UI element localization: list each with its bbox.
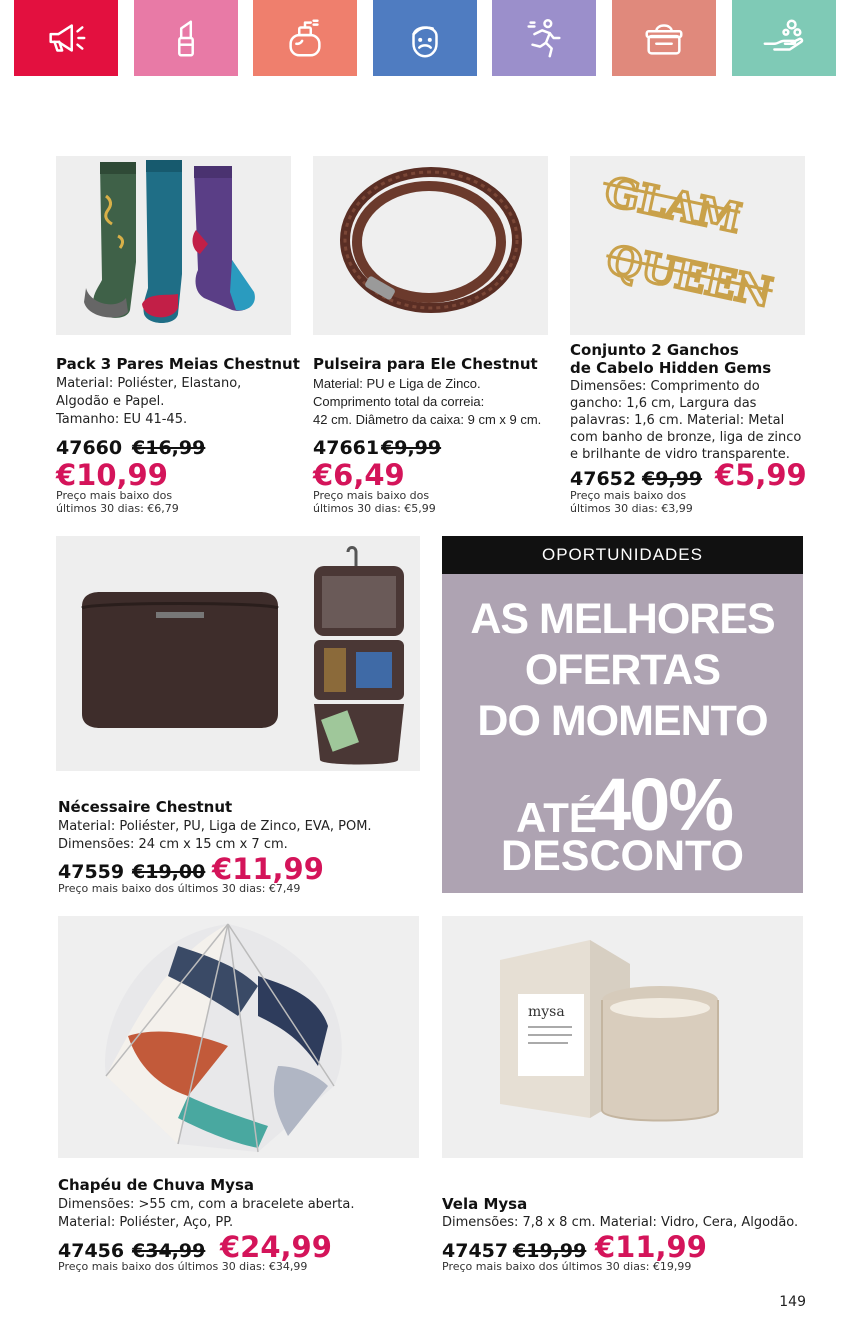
umbrella-desc-line: Material: Poliéster, Aço, PP.	[58, 1215, 234, 1230]
candle-price: €11,99	[595, 1230, 707, 1264]
socks-desc-line: Tamanho: EU 41-45.	[56, 412, 188, 427]
promo-percent: 40%	[590, 763, 733, 846]
bracelet-old-price: €9,99	[381, 437, 442, 459]
clip-word-1: GLAM	[600, 167, 746, 243]
socks-desc-line: Algodão e Papel.	[56, 394, 165, 409]
hairclips-price: €5,99	[715, 458, 807, 492]
necessaire-title: Nécessaire Chestnut	[58, 798, 233, 816]
necessaire-desc-line: Material: Poliéster, PU, Liga de Zinco, EVA, POM.	[58, 819, 372, 834]
hairclips-desc-line: e brilhante de vidro transparente.	[570, 447, 790, 462]
umbrella-desc-line: Dimensões: >55 cm, com a bracelete aberta.	[58, 1197, 355, 1212]
socks-code: 47660	[56, 437, 123, 459]
cream-jar-icon	[641, 15, 687, 61]
umbrella-old-price: €34,99	[132, 1240, 206, 1262]
umbrella-illustration	[58, 916, 419, 1158]
candle-image	[442, 916, 803, 1158]
running-person-icon	[521, 15, 567, 61]
umbrella-image	[58, 916, 419, 1158]
page-number: 149	[779, 1294, 806, 1310]
promo-bar: OPORTUNIDADES	[442, 536, 803, 574]
necessaire-illustration	[56, 536, 420, 771]
necessaire-old-price: €19,00	[132, 861, 206, 883]
tab-body-care[interactable]	[732, 0, 836, 76]
hairclips-desc-line: Dimensões: Comprimento do	[570, 379, 760, 394]
tab-skincare[interactable]	[612, 0, 716, 76]
hairclips-lowest-price: Preço mais baixo dos	[570, 489, 687, 502]
hairclips-desc-line: gancho: 1,6 cm, Largura das	[570, 396, 757, 411]
umbrella-title: Chapéu de Chuva Mysa	[58, 1176, 254, 1194]
hairclips-image	[570, 156, 805, 335]
promo-discount: DESCONTO	[501, 832, 744, 880]
tab-announcements[interactable]	[14, 0, 118, 76]
hairclips-lowest-price: últimos 30 dias: €3,99	[570, 502, 693, 515]
socks-image	[56, 156, 291, 335]
clip-word-2: QUEEN	[602, 236, 777, 317]
bracelet-lowest-price: últimos 30 dias: €5,99	[313, 502, 436, 515]
bracelet-image	[313, 156, 548, 335]
tab-wellness[interactable]	[492, 0, 596, 76]
hairclips-code: 47652	[570, 468, 637, 490]
socks-illustration	[56, 156, 291, 335]
hairclips-title: de Cabelo Hidden Gems	[570, 359, 772, 377]
perfume-icon	[282, 15, 328, 61]
socks-title: Pack 3 Pares Meias Chestnut	[56, 355, 300, 373]
megaphone-icon	[43, 15, 89, 61]
necessaire-lowest-price: Preço mais baixo dos últimos 30 dias: €7,49	[58, 882, 301, 895]
necessaire-price: €11,99	[212, 852, 324, 886]
candle-code: 47457	[442, 1240, 509, 1262]
necessaire-desc-line: Dimensões: 24 cm x 15 cm x 7 cm.	[58, 837, 288, 852]
necessaire-code: 47559	[58, 861, 125, 883]
socks-lowest-price: últimos 30 dias: €6,79	[56, 502, 179, 515]
bracelet-title: Pulseira para Ele Chestnut	[313, 355, 538, 373]
bracelet-desc-line: 42 cm. Diâmetro da caixa: 9 cm x 9 cm.	[313, 412, 542, 427]
promo-banner	[442, 536, 803, 893]
umbrella-price: €24,99	[220, 1230, 332, 1264]
umbrella-lowest-price: Preço mais baixo dos últimos 30 dias: €34,99	[58, 1260, 308, 1273]
hairclips-illustration	[570, 156, 805, 335]
hand-wash-icon	[761, 15, 807, 61]
bracelet-illustration	[313, 156, 548, 335]
promo-headline	[442, 594, 803, 747]
hairclips-desc-line: com banho de bronze, liga de zinco	[570, 430, 802, 445]
hairclips-old-price: €9,99	[642, 468, 703, 490]
bracelet-price: €6,49	[313, 458, 405, 492]
tab-fragrance[interactable]	[253, 0, 357, 76]
promo-headline-line: OFERTAS	[524, 646, 721, 694]
man-face-icon	[402, 15, 448, 61]
hairclips-desc-line: palavras: 1,6 cm. Material: Metal	[570, 413, 785, 428]
candle-illustration	[442, 916, 803, 1158]
promo-ate: ATÉ	[516, 794, 597, 841]
promo-headline-line: AS MELHORES	[470, 595, 775, 643]
socks-old-price: €16,99	[132, 437, 206, 459]
socks-price: €10,99	[56, 458, 168, 492]
hairclips-title: Conjunto 2 Ganchos	[570, 341, 739, 359]
bracelet-desc-line: Comprimento total da correia:	[313, 394, 485, 409]
bracelet-desc-line: Material: PU e Liga de Zinco.	[313, 376, 481, 391]
socks-desc-line: Material: Poliéster, Elastano,	[56, 376, 242, 391]
umbrella-code: 47456	[58, 1240, 125, 1262]
candle-old-price: €19,99	[513, 1240, 587, 1262]
bracelet-code: 47661	[313, 437, 380, 459]
candle-lowest-price: Preço mais baixo dos últimos 30 dias: €19,99	[442, 1260, 692, 1273]
tab-makeup[interactable]	[134, 0, 238, 76]
necessaire-image	[56, 536, 420, 771]
category-tabs	[14, 0, 836, 76]
candle-box-label: mysa	[528, 1004, 565, 1020]
socks-lowest-price: Preço mais baixo dos	[56, 489, 173, 502]
tab-men[interactable]	[373, 0, 477, 76]
bracelet-lowest-price: Preço mais baixo dos	[313, 489, 430, 502]
promo-headline-line: DO MOMENTO	[477, 697, 768, 745]
lipstick-icon	[163, 15, 209, 61]
candle-desc-line: Dimensões: 7,8 x 8 cm. Material: Vidro, Cera, Algodão.	[442, 1215, 799, 1230]
candle-title: Vela Mysa	[442, 1195, 528, 1213]
